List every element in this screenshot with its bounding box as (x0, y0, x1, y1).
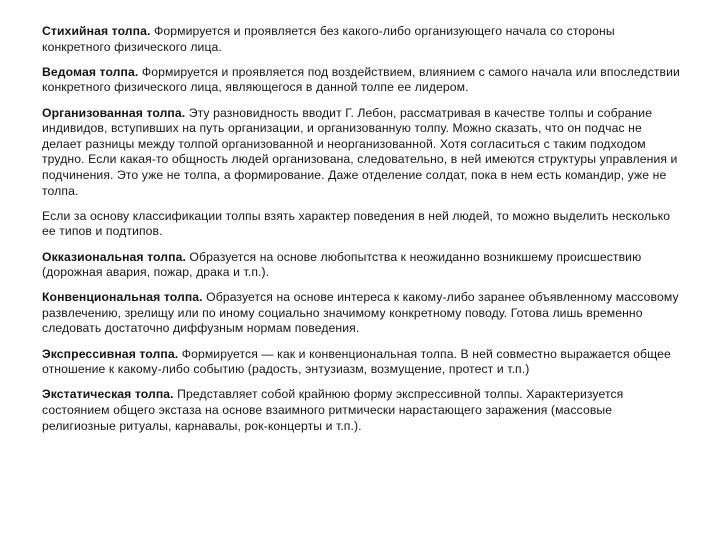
paragraph-ecstatic-crowd (42, 387, 682, 434)
paragraph-occasional-crowd (42, 250, 682, 281)
paragraph-led-crowd (42, 65, 682, 96)
term-conventional-crowd: Конвенциональная толпа. (42, 290, 203, 305)
paragraph-classification-intro (42, 209, 682, 240)
definition-conventional-crowd: Образуется на основе интереса к какому-либо заранее объявленному массовому развлечению, зрелищу или по иному социально значимому конкретному поводу. Готова лишь временно следовать достаточно диффузным нормам поведения. (42, 290, 679, 336)
paragraph-expressive-crowd (42, 347, 682, 378)
classification-intro-text: Если за основу классификации толпы взять характер поведения в ней людей, то можно выделить несколько ее типов и подтипов. (42, 208, 671, 239)
definition-organized-crowd: Эту разновидность вводит Г. Лебон, рассматривая в качестве толпы и собрание индивидов, вступивших на путь организации, и организованную толпу. Можно сказать, что он подчас не делает разницы между толпой организованной и неорганизованной. Хотя согласиться с таким подходом трудно. Если какая-то общность людей организована, следовательно, в ней имеются структуры управления и подчинения. Это уже не толпа, а формирование. Даже отделение солдат, пока в нем есть командир, уже не толпа. (42, 105, 678, 198)
definition-expressive-crowd: Формируется — как и конвенциональная толпа. В ней совместно выражается общее отношение к какому-либо событию (радость, энтузиазм, возмущение, протест и т.п.) (42, 346, 671, 377)
term-spontaneous-crowd: Стихийная толпа. (42, 24, 151, 38)
term-expressive-crowd: Экспрессивная толпа. (42, 346, 179, 361)
term-ecstatic-crowd: Экстатическая толпа. (42, 387, 174, 402)
paragraph-conventional-crowd (42, 290, 682, 337)
definition-led-crowd: Формируется и проявляется под воздействием, влиянием с самого начала или впоследствии конкретного физического лица, являющегося в данной толпе ее лидером. (42, 64, 680, 95)
paragraph-spontaneous-crowd (42, 24, 682, 55)
definition-ecstatic-crowd: Представляет собой крайнюю форму экспрессивной толпы. Характеризуется состоянием общего экстаза на основе взаимного ритмически нарастающего заражения (массовые религиозные ритуалы, карнавалы, рок-концерты и т.п.). (42, 387, 624, 433)
term-organized-crowd: Организованная толпа. (42, 105, 186, 120)
term-led-crowd: Ведомая толпа. (42, 64, 139, 79)
term-occasional-crowd: Окказиональная толпа. (42, 249, 186, 264)
definition-spontaneous-crowd: Формируется и проявляется без какого-либо организующего начала со стороны конкретного физического лица. (42, 24, 615, 54)
paragraph-organized-crowd (42, 106, 682, 200)
document-body (42, 24, 682, 444)
definition-occasional-crowd: Образуется на основе любопытства к неожиданно возникшему происшествию (дорожная авария, пожар, драка и т.п.). (42, 249, 642, 280)
